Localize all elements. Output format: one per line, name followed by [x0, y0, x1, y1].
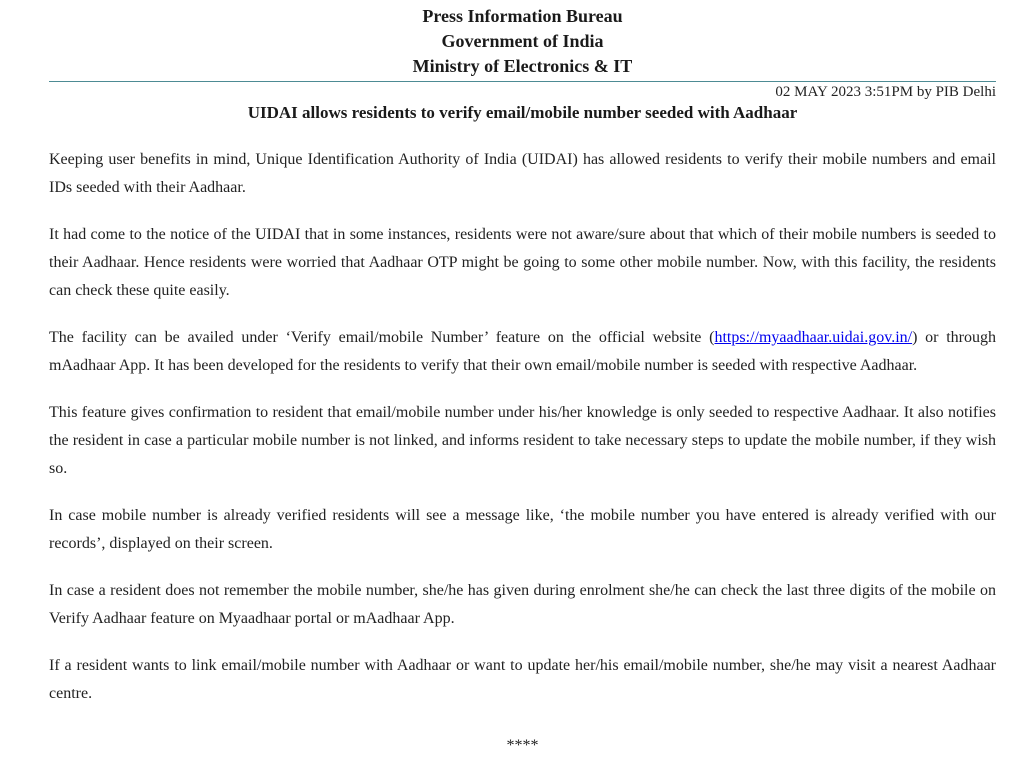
myaadhaar-website-link[interactable]: https://myaadhaar.uidai.gov.in/ [714, 329, 913, 346]
paragraph-3-text-before: The facility can be availed under ‘Verify email/mobile Number’ feature on the official website ( [49, 329, 715, 346]
header-divider [49, 81, 996, 82]
end-mark: **** [506, 737, 539, 754]
header-ministry: Ministry of Electronics & IT [412, 56, 633, 76]
paragraph-7: If a resident wants to link email/mobile number with Aadhaar or want to update her/his email/mobile number, she/he may visit a nearest Aadhaar centre. [49, 657, 996, 702]
header-organization: Press Information Bureau [422, 6, 623, 26]
paragraph-5: In case mobile number is already verified residents will see a message like, ‘the mobile number you have entered is already verified with our records’, displayed on their screen. [49, 507, 996, 552]
paragraph-1: Keeping user benefits in mind, Unique Identification Authority of India (UIDAI) has allowed residents to verify their mobile numbers and email IDs seeded with their Aadhaar. [49, 151, 996, 196]
dateline: 02 MAY 2023 3:51PM by PIB Delhi [775, 84, 996, 100]
paragraph-2: It had come to the notice of the UIDAI that in some instances, residents were not aware/sure about that which of their mobile numbers is seeded to their Aadhaar. Hence residents were worried that Aadhaar OTP might be going to some other mobile number. Now, with this facility, the residents can check these quite easily. [49, 226, 996, 299]
paragraph-4: This feature gives confirmation to resident that email/mobile number under his/her knowledge is only seeded to respective Aadhaar. It also notifies the resident in case a particular mobile number is not linked, and informs resident to take necessary steps to update the mobile number, if they wish so. [49, 404, 996, 477]
header [49, 0, 996, 79]
release-title: UIDAI allows residents to verify email/mobile number seeded with Aadhaar [247, 103, 798, 122]
paragraph-3 [49, 324, 996, 380]
paragraph-3-text-after: ) or through mAadhaar App. It has been developed for the residents to verify that their own email/mobile number is seeded with respective Aadhaar. [49, 329, 996, 374]
header-government: Government of India [441, 31, 604, 51]
press-release [49, 0, 996, 756]
paragraph-6: In case a resident does not remember the mobile number, she/he has given during enrolment she/he can check the last three digits of the mobile on Verify Aadhaar feature on Myaadhaar portal or mAadhaar App. [49, 582, 996, 627]
